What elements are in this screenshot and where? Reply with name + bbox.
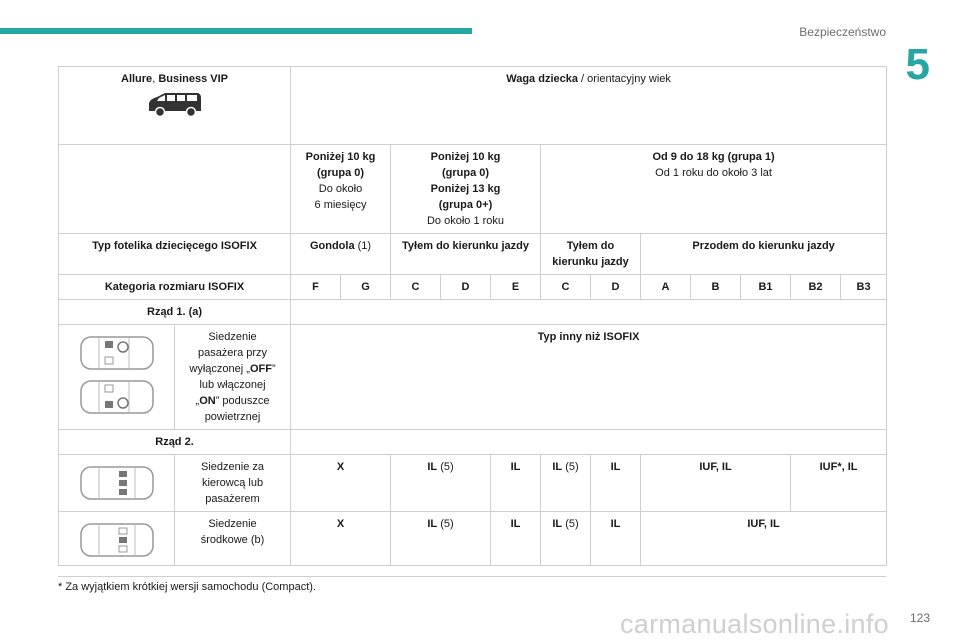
size-e: E <box>491 275 541 300</box>
gondola-note: (1) <box>354 240 372 252</box>
gondola-label: Gondola <box>309 240 355 252</box>
passenger-seat-text-2: pasażera przy <box>197 347 268 359</box>
size-c: C <box>391 275 441 300</box>
rear-side-gondola-value: X <box>291 455 391 512</box>
rear-side-seat-description <box>175 455 291 512</box>
gondola-cell <box>291 234 391 275</box>
size-c-2: C <box>541 275 591 300</box>
group-0plus-cell <box>391 145 541 234</box>
group-0plus-weight-b: Poniżej 13 kg <box>430 183 501 195</box>
chapter-number: 5 <box>905 40 930 89</box>
rear-center-seat-diagram-cell <box>59 512 175 566</box>
weight-heading-rest: / orientacyjny wiek <box>577 73 671 85</box>
car-top-view-rear-center-icon <box>79 520 155 560</box>
version-separator: , <box>152 73 159 85</box>
rear-side-note-2: (5) <box>562 461 579 473</box>
group-0plus-label-a: (grupa 0) <box>441 167 490 179</box>
car-top-view-rear-side-icon <box>79 463 155 503</box>
isofix-table <box>58 66 887 566</box>
rear-side-seat-text-1: Siedzenie za <box>201 461 264 473</box>
passenger-seat-text-5 <box>178 393 287 409</box>
group-0plus-label-b: (grupa 0+) <box>438 199 493 211</box>
passenger-seat-text-5b: ” poduszce <box>215 395 270 407</box>
group-1-weight: Od 9 do 18 kg (grupa 1) <box>652 151 775 163</box>
rear-center-rear-facing-value-4: IL <box>591 512 641 566</box>
row-2-label: Rząd 2. <box>59 430 291 455</box>
rear-side-rear-facing-value-3 <box>541 455 591 512</box>
weight-heading: Waga dziecka <box>506 73 578 85</box>
front-seat-diagram-cell <box>59 325 175 430</box>
rear-side-seat-diagram-cell <box>59 455 175 512</box>
rear-center-note-1: (5) <box>437 518 454 530</box>
empty-cell <box>291 300 887 325</box>
rear-facing-label-2 <box>541 234 641 275</box>
car-top-view-front-seat-icon <box>79 333 155 373</box>
car-top-view-front-seat-icon-2 <box>79 377 155 417</box>
rear-center-note-2: (5) <box>562 518 579 530</box>
passenger-seat-text-5a: „ <box>195 395 200 407</box>
rear-center-rear-facing-value-1 <box>391 512 491 566</box>
vehicle-version-cell <box>59 67 291 145</box>
header-accent-bar <box>0 28 472 34</box>
group-1-cell <box>541 145 887 234</box>
rear-side-seat-text-3: pasażerem <box>205 493 260 505</box>
rear-center-seat-description <box>175 512 291 566</box>
group-0-weight: Poniżej 10 kg <box>305 151 376 163</box>
rear-side-rear-facing-value-4: IL <box>591 455 641 512</box>
size-b2: B2 <box>791 275 841 300</box>
rear-facing-label-2b: kierunku jazdy <box>552 256 629 268</box>
group-0-label: (grupa 0) <box>316 167 365 179</box>
van-side-icon <box>145 91 205 119</box>
size-b1: B1 <box>741 275 791 300</box>
section-title: Bezpieczeństwo <box>799 25 886 39</box>
rear-center-gondola-value: X <box>291 512 391 566</box>
passenger-seat-text-3b: ” <box>271 363 276 375</box>
weight-header-cell <box>291 67 887 145</box>
empty-cell <box>291 430 887 455</box>
row-1-label: Rząd 1. (a) <box>59 300 291 325</box>
rear-side-rear-facing-value-1 <box>391 455 491 512</box>
group-0-age-a: Do około <box>318 183 363 195</box>
forward-facing-label: Przodem do kierunku jazdy <box>641 234 887 275</box>
group-0plus-age: Do około 1 roku <box>426 215 505 227</box>
group-0plus-weight-a: Poniżej 10 kg <box>430 151 501 163</box>
footnote-divider <box>58 576 886 577</box>
version-allure: Allure <box>121 73 153 85</box>
empty-cell <box>59 145 291 234</box>
rear-center-seat-text-1: Siedzenie <box>208 518 257 530</box>
rear-side-il-2: IL <box>552 461 563 473</box>
seat-type-label: Typ fotelika dziecięcego ISOFIX <box>59 234 291 275</box>
rear-center-rear-facing-value-2: IL <box>491 512 541 566</box>
size-b3: B3 <box>841 275 887 300</box>
footnote: * Za wyjątkiem krótkiej wersji samochodu (Compact). <box>58 581 316 593</box>
rear-center-il-1: IL <box>427 518 438 530</box>
rear-side-forward-facing-value: IUF, IL <box>641 455 791 512</box>
size-category-label: Kategoria rozmiaru ISOFIX <box>59 275 291 300</box>
airbag-on-label: ON <box>199 395 216 407</box>
passenger-seat-description <box>175 325 291 430</box>
rear-center-il-2: IL <box>552 518 563 530</box>
rear-side-forward-facing-value-b3: IUF*, IL <box>791 455 887 512</box>
rear-facing-label-2a: Tyłem do <box>566 240 615 252</box>
rear-center-forward-facing-value: IUF, IL <box>641 512 887 566</box>
size-a: A <box>641 275 691 300</box>
watermark: carmanualsonline.info <box>620 609 889 639</box>
passenger-seat-text-3a: wyłączonej „ <box>189 363 250 375</box>
page-number: 123 <box>909 611 930 625</box>
size-b: B <box>691 275 741 300</box>
size-d-2: D <box>591 275 641 300</box>
rear-side-rear-facing-value-2: IL <box>491 455 541 512</box>
passenger-seat-text-4: lub włączonej <box>199 379 266 391</box>
rear-center-rear-facing-value-3 <box>541 512 591 566</box>
non-isofix-cell: Typ inny niż ISOFIX <box>291 325 887 430</box>
group-0-age-b: 6 miesięcy <box>314 199 367 211</box>
rear-side-seat-text-2: kierowcą lub <box>201 477 264 489</box>
size-d: D <box>441 275 491 300</box>
rear-side-note-1: (5) <box>437 461 454 473</box>
passenger-seat-text-3 <box>178 361 287 377</box>
rear-facing-label: Tyłem do kierunku jazdy <box>391 234 541 275</box>
size-g: G <box>341 275 391 300</box>
group-1-age: Od 1 roku do około 3 lat <box>655 167 772 179</box>
passenger-seat-text-6: powietrznej <box>204 411 261 423</box>
passenger-seat-text-1: Siedzenie <box>208 331 257 343</box>
size-f: F <box>291 275 341 300</box>
rear-center-seat-text-2: środkowe (b) <box>200 534 265 546</box>
rear-side-il-1: IL <box>427 461 438 473</box>
version-business-vip: Business VIP <box>158 73 229 85</box>
group-0-cell <box>291 145 391 234</box>
airbag-off-label: OFF <box>249 363 272 375</box>
